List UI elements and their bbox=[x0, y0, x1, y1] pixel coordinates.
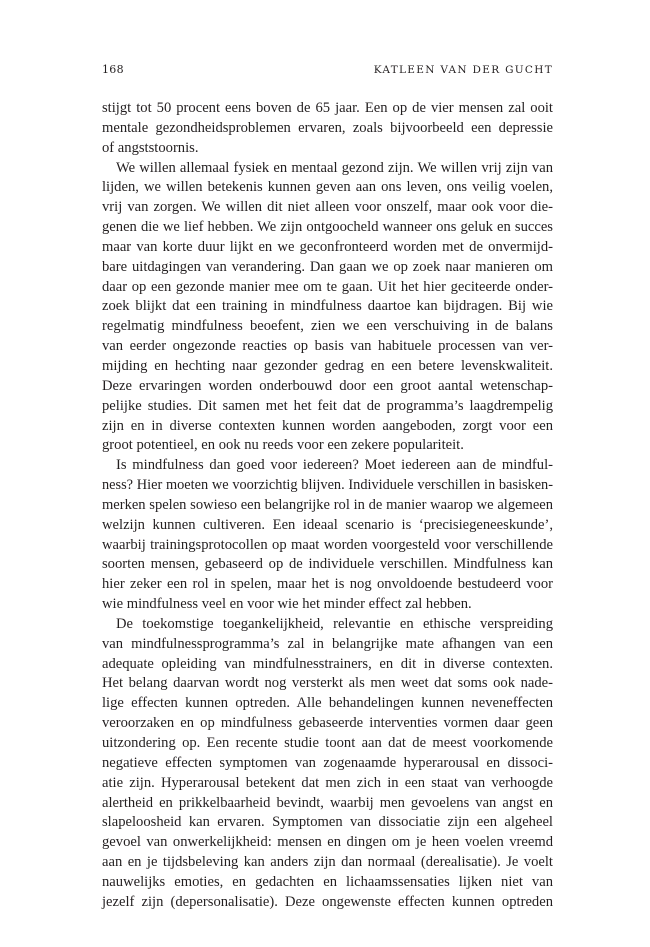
text-line: We willen allemaal fysiek en mentaal gezond zijn. We willen vrij zijn van bbox=[116, 159, 553, 176]
text-line: aan en je tijdsbeleving kan anders zijn dan normaal (derealisatie). Je voelt bbox=[102, 854, 553, 871]
text-line: mentale gezondheidsproblemen ervaren, zoals bijvoorbeeld een depressie bbox=[102, 119, 553, 136]
text-line: Het belang daarvan wordt nog versterkt als men weet dat soms ook nade- bbox=[102, 675, 553, 692]
body-text bbox=[102, 99, 553, 913]
text-line: veroorzaken en op mindfulness gebaseerde interventies vormen daar geen bbox=[102, 715, 553, 732]
text-line: daar op een gezonde manier mee om te gaan. Uit het hier geciteerde onder- bbox=[102, 278, 553, 295]
text-line: gevoel van onwerkelijkheid: mensen en dingen om je heen voelen vreemd bbox=[102, 834, 553, 851]
text-line: lijden, we willen betekenis kunnen geven aan ons leven, ons veilig voelen, bbox=[102, 179, 553, 196]
text-line: lige effecten kunnen optreden. Alle behandelingen kunnen neveneffecten bbox=[102, 695, 553, 712]
text-line: soorten mensen, gebaseerd op de individuele verschillen. Mindfulness kan bbox=[102, 556, 553, 573]
text-line: bare uitdagingen van verandering. Dan gaan we op zoek naar manieren om bbox=[102, 258, 553, 275]
text-line: Is mindfulness dan goed voor iedereen? Moet iedereen aan de mindful- bbox=[116, 457, 553, 474]
text-line: uitzondering op. Een recente studie toont aan dat de meest voorkomende bbox=[102, 735, 553, 751]
text-line: maar van korte duur lijkt en we geconfronteerd worden met de onvermijd- bbox=[102, 238, 553, 255]
text-line: groot potentieel, en ook nu reeds voor een zekere populariteit. bbox=[102, 437, 464, 454]
text-line: genen die we lief hebben. We zijn ontgoocheld wanneer ons geluk en succes bbox=[102, 219, 553, 236]
text-line: slapeloosheid kan ervaren. Symptomen van dissociatie zijn een algeheel bbox=[102, 814, 553, 831]
text-line: waarbij trainingsprotocollen op maat worden voorgesteld voor verschillende bbox=[102, 536, 553, 553]
text-line: van mindfulnessprogramma’s zal in belangrijke mate afhangen van een bbox=[102, 635, 553, 652]
text-line: wie mindfulness veel en voor wie het minder effect zal hebben. bbox=[102, 596, 472, 613]
text-line: ness? Hier moeten we voorzichtig blijven. Individuele verschillen in basisken- bbox=[102, 477, 553, 494]
page-number: 168 bbox=[102, 63, 124, 76]
text-line: hier zeker een rol in spelen, maar het is nog onvoldoende bestudeerd voor bbox=[102, 576, 553, 593]
text-line: mijding en hechting naar gezonder gedrag en een betere levenskwaliteit. bbox=[102, 357, 553, 374]
text-line: van eerder ongezonde reacties op basis van habituele processen van ver- bbox=[102, 338, 553, 355]
text-line: vrij van zorgen. We willen dit niet alleen voor onszelf, maar ook voor die- bbox=[102, 199, 553, 216]
text-line: merken spelen sowieso een belangrijke rol in de manier waarop we algemeen bbox=[102, 496, 553, 513]
text-line: jezelf zijn (depersonalisatie). Deze ongewenste effecten kunnen optreden bbox=[102, 893, 553, 910]
text-line: atie zijn. Hyperarousal betekent dat men zich in een staat van verhoogde bbox=[102, 774, 553, 791]
text-line: welzijn kunnen cultiveren. Een ideaal scenario is ‘precisiegeneeskunde’, bbox=[102, 516, 553, 533]
text-line: negatieve effecten symptomen van zogenaamde hyperarousal en dissoci- bbox=[102, 754, 553, 771]
text-line: of angststoornis. bbox=[102, 139, 199, 156]
text-line: stijgt tot 50 procent eens boven de 65 jaar. Een op de vier mensen zal ooit bbox=[102, 100, 553, 116]
text-line: Deze ervaringen worden onderbouwd door een groot aantal wetenschap- bbox=[102, 377, 553, 394]
running-head bbox=[102, 62, 553, 78]
text-line: zoek blijkt dat een training in mindfulness daartoe kan bijdragen. Bij wie bbox=[102, 298, 553, 315]
text-line: zijn en in diverse contexten kunnen worden aangeboden, zorgt voor een bbox=[102, 417, 553, 434]
text-line: alertheid en prikkelbaarheid bevindt, waarbij men gevoelens van angst en bbox=[102, 794, 553, 811]
text-line: pelijke studies. Dit samen met het feit dat de programma’s laagdrempelig bbox=[102, 397, 553, 414]
text-line: adequate opleiding van mindfulnesstrainers, en dit in diverse contexten. bbox=[102, 655, 553, 672]
text-line: nauwelijks emoties, en gedachten en lichaamssensaties lijken niet van bbox=[102, 873, 553, 890]
running-head-author: KATLEEN VAN DER GUCHT bbox=[373, 64, 553, 76]
text-line: De toekomstige toegankelijkheid, relevantie en ethische verspreiding bbox=[116, 615, 553, 632]
text-line: regelmatig mindfulness beoefent, zien we een verschuiving in de balans bbox=[102, 318, 553, 335]
